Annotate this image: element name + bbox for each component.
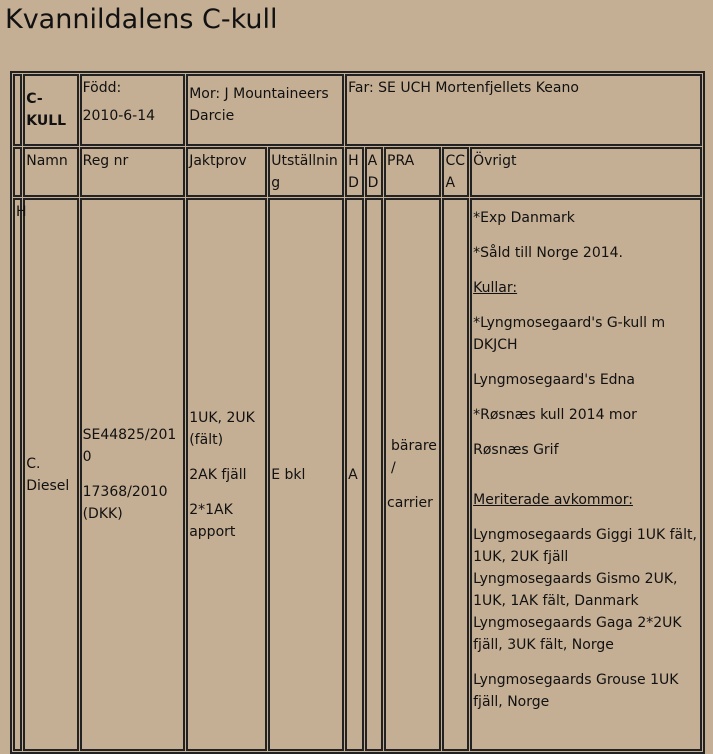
jaktprov-2: 2AK fjäll bbox=[189, 466, 247, 483]
dog-pra bbox=[384, 198, 441, 751]
page-title: Kvannildalens C-kull bbox=[5, 4, 278, 35]
mother-cell bbox=[186, 74, 344, 146]
dog-hd: A bbox=[345, 198, 363, 751]
dog-jaktprov bbox=[186, 198, 267, 751]
kull-2b: Røsnæs Grif bbox=[473, 442, 559, 458]
kull-2: *Røsnæs kull 2014 mor bbox=[473, 407, 637, 423]
dog-reg-nr bbox=[80, 198, 186, 751]
kull-1b: Lyngmosegaard's Edna bbox=[473, 372, 636, 388]
dog-sex: H bbox=[13, 198, 22, 751]
column-header-namn: Namn bbox=[23, 147, 78, 197]
column-header-row bbox=[13, 147, 702, 197]
jaktprov-3: 2*1AK apport bbox=[189, 501, 236, 540]
dog-utstallning: E bkl bbox=[268, 198, 344, 751]
column-header-ad: AD bbox=[365, 147, 383, 197]
column-header-ovrigt: Övrigt bbox=[470, 147, 702, 197]
ovrigt-sold: *Såld till Norge 2014. bbox=[473, 245, 624, 261]
merit-1: Lyngmosegaards Giggi 1UK fält, 1UK, 2UK fjäll bbox=[473, 527, 697, 565]
ovrigt-exp: *Exp Danmark bbox=[473, 210, 575, 226]
dog-name: C. Diesel bbox=[23, 198, 78, 751]
column-header-jaktprov: Jaktprov bbox=[186, 147, 267, 197]
litter-table bbox=[10, 71, 705, 754]
header-empty-cell bbox=[13, 74, 22, 146]
column-header-utstallning: Utställning bbox=[268, 147, 344, 197]
merit-heading: Meriterade avkommor: bbox=[473, 492, 633, 508]
jaktprov-1: 1UK, 2UK (fält) bbox=[189, 409, 255, 448]
kullar-heading: Kullar: bbox=[473, 280, 518, 296]
column-header-hd: HD bbox=[345, 147, 363, 197]
born-cell bbox=[80, 74, 186, 146]
dog-cca bbox=[442, 198, 469, 751]
merit-3: Lyngmosegaards Gaga 2*2UK fjäll, 3UK fält, Norge bbox=[473, 615, 682, 653]
column-header-pra: PRA bbox=[384, 147, 441, 197]
mother-text: Mor: J Mountaineers Darcie bbox=[189, 86, 329, 124]
pra-2: carrier bbox=[387, 495, 433, 511]
litter-label: C-KULL bbox=[23, 74, 78, 146]
dog-ad bbox=[365, 198, 383, 751]
born-date: 2010-6-14 bbox=[82, 108, 156, 124]
dog-row bbox=[13, 198, 702, 751]
kull-1: *Lyngmosegaard's G-kull m DKJCH bbox=[473, 315, 666, 353]
merit-4: Lyngmosegaards Grouse 1UK fjäll, Norge bbox=[473, 672, 679, 710]
merit-2: Lyngmosegaards Gismo 2UK, 1UK, 1AK fält, Danmark bbox=[473, 571, 678, 609]
column-header-cca: CCA bbox=[442, 147, 469, 197]
reg-nr-2: 17368/2010 (DKK) bbox=[82, 484, 168, 522]
column-header-empty bbox=[13, 147, 22, 197]
born-label: Född: bbox=[82, 80, 122, 96]
father-cell: Far: SE UCH Mortenfjellets Keano bbox=[345, 74, 702, 146]
pra-1: bärare/ bbox=[391, 438, 437, 476]
dog-ovrigt bbox=[470, 198, 702, 751]
column-header-reg-nr: Reg nr bbox=[80, 147, 186, 197]
header-row bbox=[13, 74, 702, 146]
reg-nr-1: SE44825/2010 bbox=[82, 427, 177, 465]
